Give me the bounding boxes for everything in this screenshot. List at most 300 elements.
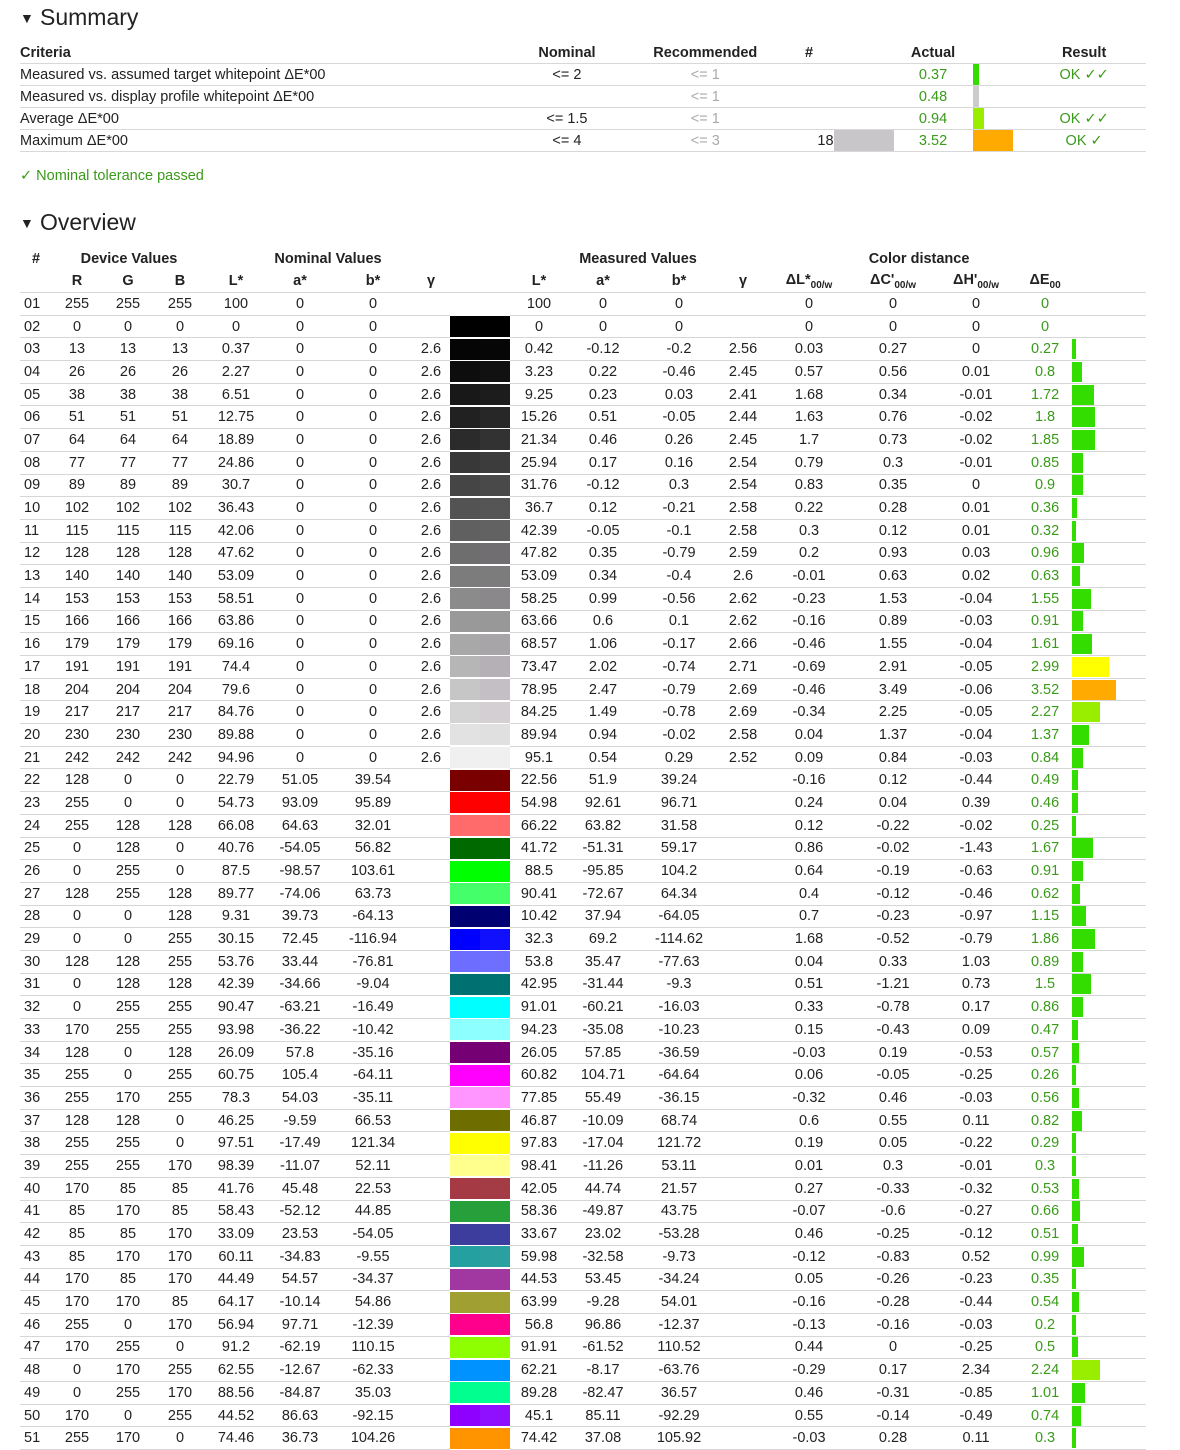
measured-b: -0.79 (638, 542, 720, 565)
device-g: 255 (102, 882, 154, 905)
overview-row (20, 1427, 1146, 1450)
nominal-color-patch (450, 702, 480, 723)
measured-a: 0.99 (568, 587, 638, 610)
summary-result (1022, 86, 1146, 108)
row-number: 35 (20, 1064, 52, 1087)
nominal-a: -34.83 (266, 1245, 334, 1268)
nominal-l: 90.47 (206, 996, 266, 1019)
nominal-a: 51.05 (266, 769, 334, 792)
measured-color-patch (480, 1428, 510, 1449)
overview-table (20, 248, 1146, 1450)
nominal-gamma (412, 882, 450, 905)
device-b: 230 (154, 724, 206, 747)
nominal-l: 60.11 (206, 1245, 266, 1268)
nominal-b: -35.16 (334, 1041, 412, 1064)
delta-e-bar (1072, 928, 1146, 951)
measured-color-patch (480, 429, 510, 450)
measured-a: -95.85 (568, 860, 638, 883)
measured-color-patch (480, 1019, 510, 1040)
delta-e-bar (1072, 1245, 1146, 1268)
nominal-b: 54.86 (334, 1291, 412, 1314)
row-number: 36 (20, 1087, 52, 1110)
color-swatch-box (450, 634, 510, 655)
nominal-a: 23.53 (266, 1223, 334, 1246)
device-b: 0 (154, 837, 206, 860)
color-swatch-box (450, 702, 510, 723)
measured-gamma (720, 814, 766, 837)
row-number: 27 (20, 882, 52, 905)
delta-c: -0.28 (852, 1291, 934, 1314)
measured-b: 68.74 (638, 1109, 720, 1132)
measured-color-patch (480, 974, 510, 995)
nominal-l: 100 (206, 293, 266, 316)
delta-l: 0 (766, 293, 852, 316)
summary-recommended: <= 1 (626, 64, 784, 86)
measured-b: -12.37 (638, 1313, 720, 1336)
nominal-b: 52.11 (334, 1155, 412, 1178)
measured-l: 36.7 (510, 497, 568, 520)
nominal-color-patch (450, 1019, 480, 1040)
delta-h: 2.34 (934, 1359, 1018, 1382)
delta-e-bar (1072, 656, 1146, 679)
measured-a: -17.04 (568, 1132, 638, 1155)
delta-e: 0.54 (1018, 1291, 1072, 1314)
nominal-b: 0 (334, 338, 412, 361)
delta-c: 0.28 (852, 497, 934, 520)
nominal-l: 22.79 (206, 769, 266, 792)
overview-row (20, 1132, 1146, 1155)
color-swatch-box (450, 1382, 510, 1403)
device-b: 85 (154, 1200, 206, 1223)
delta-h: -0.05 (934, 701, 1018, 724)
nominal-b: 104.26 (334, 1427, 412, 1450)
overview-row (20, 542, 1146, 565)
measured-b: 39.24 (638, 769, 720, 792)
nominal-b: -10.42 (334, 1019, 412, 1042)
nominal-color-patch (450, 1201, 480, 1222)
measured-l: 89.94 (510, 724, 568, 747)
nominal-gamma (412, 769, 450, 792)
color-swatch-box (450, 1292, 510, 1313)
delta-c: 3.49 (852, 678, 934, 701)
overview-row (20, 1291, 1146, 1314)
measured-a: 0.34 (568, 565, 638, 588)
delta-l: 0.15 (766, 1019, 852, 1042)
color-swatch (450, 315, 510, 338)
nominal-a: 0 (266, 542, 334, 565)
measured-color-patch (480, 838, 510, 859)
color-swatch-box (450, 770, 510, 791)
nominal-a: 93.09 (266, 792, 334, 815)
nominal-l: 9.31 (206, 905, 266, 928)
delta-e-bar-fill (1072, 521, 1076, 541)
nominal-l: 12.75 (206, 406, 266, 429)
delta-l: 0.4 (766, 882, 852, 905)
nominal-l: 44.49 (206, 1268, 266, 1291)
delta-h: -0.03 (934, 1313, 1018, 1336)
nominal-a: -9.59 (266, 1109, 334, 1132)
measured-a: 37.94 (568, 905, 638, 928)
measured-l: 58.25 (510, 587, 568, 610)
device-b: 170 (154, 1245, 206, 1268)
device-r: 217 (52, 701, 102, 724)
color-swatch-box (450, 361, 510, 382)
measured-b: -36.15 (638, 1087, 720, 1110)
device-g: 170 (102, 1359, 154, 1382)
device-g: 77 (102, 451, 154, 474)
delta-h: -0.27 (934, 1200, 1018, 1223)
measured-b: 0.3 (638, 474, 720, 497)
nominal-gamma-header: γ (412, 270, 450, 293)
measured-l: 68.57 (510, 633, 568, 656)
nominal-b: 44.85 (334, 1200, 412, 1223)
delta-l: 0.6 (766, 1109, 852, 1132)
overview-heading[interactable] (20, 209, 136, 236)
delta-h: -0.49 (934, 1404, 1018, 1427)
delta-e: 0.32 (1018, 519, 1072, 542)
nominal-l: 30.15 (206, 928, 266, 951)
delta-l: 0.46 (766, 1382, 852, 1405)
summary-result: OK ✓✓ (1022, 64, 1146, 86)
color-swatch (450, 1336, 510, 1359)
nominal-color-patch (450, 1178, 480, 1199)
delta-e-bar-fill (1072, 680, 1116, 700)
nominal-b: 0 (334, 383, 412, 406)
nominal-b: -62.33 (334, 1359, 412, 1382)
nominal-gamma (412, 1404, 450, 1427)
summary-table (20, 42, 1146, 152)
device-b: 0 (154, 860, 206, 883)
device-b: 170 (154, 1268, 206, 1291)
nominal-l: 42.06 (206, 519, 266, 542)
delta-h: -0.02 (934, 406, 1018, 429)
delta-e: 2.24 (1018, 1359, 1072, 1382)
measured-a: 63.82 (568, 814, 638, 837)
delta-h: -0.44 (934, 769, 1018, 792)
summary-criteria: Measured vs. display profile whitepoint ΔE*00 (20, 86, 508, 108)
measured-b: 0 (638, 315, 720, 338)
delta-h: 0.73 (934, 973, 1018, 996)
overview-row (20, 814, 1146, 837)
device-g: 140 (102, 565, 154, 588)
measured-l: 89.28 (510, 1382, 568, 1405)
summary-nominal: <= 2 (508, 64, 626, 86)
nominal-gamma (412, 1064, 450, 1087)
summary-heading[interactable] (20, 4, 138, 31)
summary-swatch (834, 108, 894, 130)
delta-h: 0.39 (934, 792, 1018, 815)
nominal-b: 0 (334, 542, 412, 565)
nominal-l-header: L* (206, 270, 266, 293)
measured-gamma: 2.54 (720, 474, 766, 497)
nominal-l: 30.7 (206, 474, 266, 497)
measured-gamma: 2.59 (720, 542, 766, 565)
delta-c: 1.55 (852, 633, 934, 656)
summary-status-fill (973, 108, 984, 129)
delta-h: -0.79 (934, 928, 1018, 951)
overview-row (20, 1109, 1146, 1132)
delta-e: 0.56 (1018, 1087, 1072, 1110)
row-number: 21 (20, 746, 52, 769)
nominal-l: 69.16 (206, 633, 266, 656)
nominal-a: 0 (266, 406, 334, 429)
delta-l: -0.16 (766, 1291, 852, 1314)
color-swatch (450, 1382, 510, 1405)
row-number: 37 (20, 1109, 52, 1132)
color-swatch (450, 996, 510, 1019)
measured-l: 88.5 (510, 860, 568, 883)
overview-row (20, 1404, 1146, 1427)
color-swatch-box (450, 1019, 510, 1040)
color-swatch-box (450, 475, 510, 496)
delta-h-header: $\Delta H'_{00/w}$ (934, 270, 1018, 293)
delta-e: 0.25 (1018, 814, 1072, 837)
nominal-l: 89.88 (206, 724, 266, 747)
device-b: 170 (154, 1382, 206, 1405)
overview-row (20, 293, 1146, 316)
measured-color-patch (480, 1042, 510, 1063)
measured-gamma (720, 1245, 766, 1268)
nominal-a: -11.07 (266, 1155, 334, 1178)
measured-gamma: 2.71 (720, 656, 766, 679)
measured-l: 42.95 (510, 973, 568, 996)
nominal-color-patch (450, 1224, 480, 1245)
delta-h: -0.02 (934, 814, 1018, 837)
nominal-a: -34.66 (266, 973, 334, 996)
nominal-l: 42.39 (206, 973, 266, 996)
device-r: 128 (52, 950, 102, 973)
color-swatch-box (450, 883, 510, 904)
device-b: 255 (154, 1064, 206, 1087)
nominal-l: 98.39 (206, 1155, 266, 1178)
delta-e-bar-fill (1072, 1292, 1079, 1312)
device-g: 255 (102, 1336, 154, 1359)
measured-gamma (720, 950, 766, 973)
measured-color-patch (480, 520, 510, 541)
delta-l: 1.68 (766, 928, 852, 951)
color-swatch (450, 497, 510, 520)
overview-row (20, 1382, 1146, 1405)
row-number: 47 (20, 1336, 52, 1359)
measured-b: 53.11 (638, 1155, 720, 1178)
delta-e-bar-fill (1072, 1337, 1078, 1357)
measured-color-patch (480, 339, 510, 360)
device-b: 128 (154, 814, 206, 837)
device-b: 166 (154, 610, 206, 633)
measured-a: 92.61 (568, 792, 638, 815)
device-b: 0 (154, 769, 206, 792)
delta-h: -0.46 (934, 882, 1018, 905)
measured-b-header: b* (638, 270, 720, 293)
delta-c: 0.76 (852, 406, 934, 429)
measured-a: 0.22 (568, 361, 638, 384)
delta-c: -0.16 (852, 1313, 934, 1336)
device-b: 0 (154, 792, 206, 815)
delta-c: -0.22 (852, 814, 934, 837)
device-g: 85 (102, 1268, 154, 1291)
summary-status-fill (973, 64, 979, 85)
delta-h: 0 (934, 338, 1018, 361)
overview-row (20, 928, 1146, 951)
nominal-b: 0 (334, 633, 412, 656)
delta-e-bar (1072, 383, 1146, 406)
measured-l: 47.82 (510, 542, 568, 565)
measured-a: 0.94 (568, 724, 638, 747)
measured-gamma: 2.58 (720, 497, 766, 520)
nominal-b: 0 (334, 497, 412, 520)
nominal-l: 93.98 (206, 1019, 266, 1042)
measured-values-header: Measured Values (579, 251, 697, 267)
color-swatch-box (450, 679, 510, 700)
delta-l: 0.22 (766, 497, 852, 520)
color-swatch-box (450, 1110, 510, 1131)
color-swatch-box (450, 498, 510, 519)
overview-title: Overview (40, 209, 136, 235)
row-number: 32 (20, 996, 52, 1019)
delta-e: 0 (1018, 293, 1072, 316)
delta-e-header: $\Delta E_{00}$ (1018, 270, 1072, 293)
device-g: 128 (102, 973, 154, 996)
delta-e-bar-fill (1072, 1111, 1082, 1131)
nominal-a: 57.8 (266, 1041, 334, 1064)
delta-e: 1.8 (1018, 406, 1072, 429)
delta-c: 0.28 (852, 1427, 934, 1450)
nominal-a: 0 (266, 724, 334, 747)
nominal-a: 0 (266, 497, 334, 520)
device-g: 38 (102, 383, 154, 406)
nominal-b: 0 (334, 429, 412, 452)
nominal-color-patch (450, 1246, 480, 1267)
measured-l: 21.34 (510, 429, 568, 452)
measured-gamma: 2.62 (720, 610, 766, 633)
measured-l: 63.66 (510, 610, 568, 633)
measured-color-patch (480, 1382, 510, 1403)
nominal-a: 64.63 (266, 814, 334, 837)
color-swatch-box (450, 1246, 510, 1267)
measured-gamma (720, 1427, 766, 1450)
measured-a: -31.44 (568, 973, 638, 996)
delta-e-bar (1072, 746, 1146, 769)
delta-l: -0.01 (766, 565, 852, 588)
measured-gamma (720, 973, 766, 996)
measured-gamma: 2.58 (720, 724, 766, 747)
summary-actual: 0.48 (894, 86, 973, 108)
summary-status-fill (973, 130, 1013, 151)
measured-color-patch (480, 1337, 510, 1358)
measured-l: 84.25 (510, 701, 568, 724)
device-b: 170 (154, 1155, 206, 1178)
measured-b: -16.03 (638, 996, 720, 1019)
color-swatch (450, 1109, 510, 1132)
measured-color-patch (480, 656, 510, 677)
color-swatch (450, 1019, 510, 1042)
delta-c: 0.84 (852, 746, 934, 769)
delta-e: 1.85 (1018, 429, 1072, 452)
nominal-a: 0 (266, 315, 334, 338)
collapse-triangle-icon[interactable]: ▼ (20, 214, 34, 231)
nominal-b: 0 (334, 724, 412, 747)
device-g: 255 (102, 293, 154, 316)
delta-e-bar (1072, 837, 1146, 860)
overview-row (20, 383, 1146, 406)
device-g: 255 (102, 1019, 154, 1042)
nominal-l: 89.77 (206, 882, 266, 905)
delta-h: 0.11 (934, 1427, 1018, 1450)
measured-b: -0.78 (638, 701, 720, 724)
delta-e-bar (1072, 1313, 1146, 1336)
device-b: 255 (154, 1087, 206, 1110)
row-number: 02 (20, 315, 52, 338)
color-swatch-box (450, 339, 510, 360)
color-swatch (450, 1245, 510, 1268)
device-r: 13 (52, 338, 102, 361)
measured-a: -82.47 (568, 1382, 638, 1405)
nominal-a: 0 (266, 293, 334, 316)
device-r: 26 (52, 361, 102, 384)
measured-gamma (720, 905, 766, 928)
criteria-header: Criteria (20, 42, 508, 64)
nominal-b: -54.05 (334, 1223, 412, 1246)
device-r: 170 (52, 1268, 102, 1291)
nominal-a: 0 (266, 678, 334, 701)
row-number: 31 (20, 973, 52, 996)
measured-l: 91.91 (510, 1336, 568, 1359)
overview-row (20, 1200, 1146, 1223)
delta-h: -0.25 (934, 1064, 1018, 1087)
measured-b: 31.58 (638, 814, 720, 837)
nominal-a: -98.57 (266, 860, 334, 883)
delta-l: -0.23 (766, 587, 852, 610)
delta-h: 0.01 (934, 519, 1018, 542)
measured-gamma: 2.56 (720, 338, 766, 361)
overview-row (20, 996, 1146, 1019)
nominal-gamma: 2.6 (412, 451, 450, 474)
delta-e-bar-fill (1072, 611, 1083, 631)
device-g: 26 (102, 361, 154, 384)
measured-a: 53.45 (568, 1268, 638, 1291)
delta-e: 0.36 (1018, 497, 1072, 520)
measured-l: 90.41 (510, 882, 568, 905)
row-number: 06 (20, 406, 52, 429)
nominal-b: 0 (334, 610, 412, 633)
delta-e: 0.49 (1018, 769, 1072, 792)
measured-gamma (720, 882, 766, 905)
row-number: 40 (20, 1177, 52, 1200)
row-number: 20 (20, 724, 52, 747)
delta-c: 1.37 (852, 724, 934, 747)
delta-h: -1.43 (934, 837, 1018, 860)
nominal-gamma: 2.6 (412, 406, 450, 429)
color-swatch-box (450, 1428, 510, 1449)
device-r: 89 (52, 474, 102, 497)
row-number: 42 (20, 1223, 52, 1246)
nominal-color-patch (450, 498, 480, 519)
collapse-triangle-icon[interactable]: ▼ (20, 9, 34, 26)
measured-l: 66.22 (510, 814, 568, 837)
nominal-color-patch (450, 1314, 480, 1335)
nominal-color-patch (450, 997, 480, 1018)
summary-actual: 0.94 (894, 108, 973, 130)
device-r: 85 (52, 1223, 102, 1246)
nominal-color-patch (450, 407, 480, 428)
device-r: 38 (52, 383, 102, 406)
nominal-color-patch (450, 611, 480, 632)
measured-color-patch (480, 1246, 510, 1267)
color-swatch (450, 746, 510, 769)
summary-nominal: <= 4 (508, 130, 626, 152)
row-number: 16 (20, 633, 52, 656)
nominal-a: 0 (266, 633, 334, 656)
